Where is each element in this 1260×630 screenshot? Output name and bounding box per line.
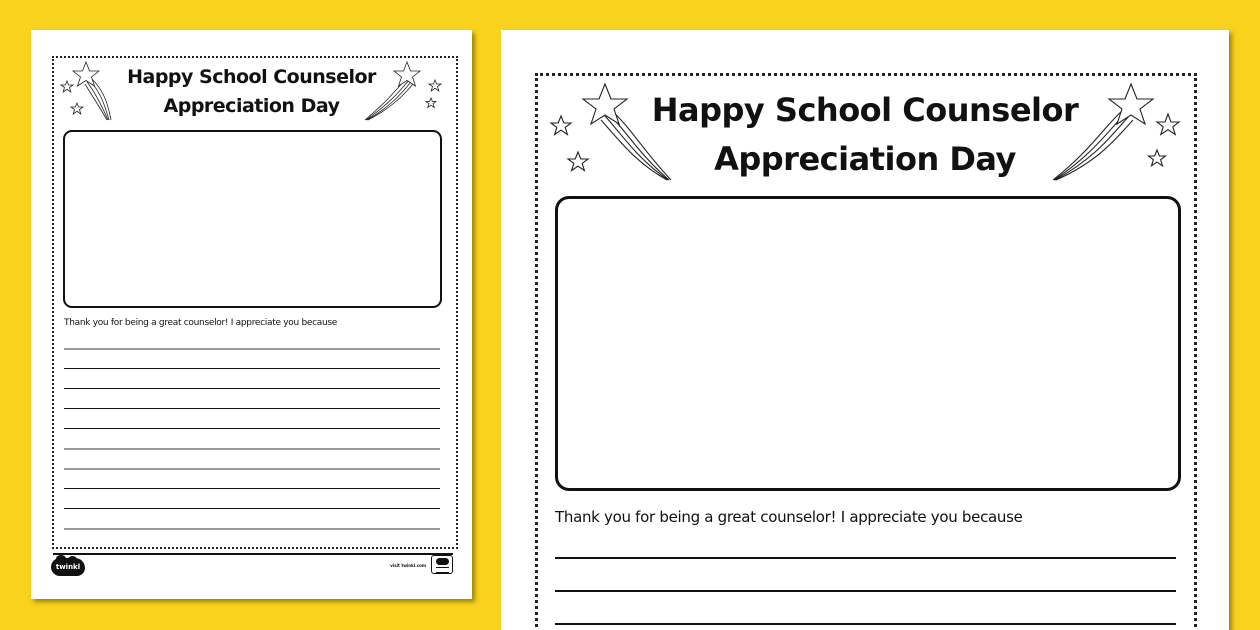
worksheet-thumbnail-page bbox=[31, 30, 472, 599]
writing-line bbox=[64, 428, 440, 429]
worksheet-title bbox=[501, 86, 1229, 184]
writing-line bbox=[64, 488, 440, 489]
writing-line bbox=[555, 623, 1176, 625]
title-line-1: Happy School Counselor bbox=[127, 66, 376, 88]
drawing-box bbox=[555, 196, 1181, 491]
footer-divider bbox=[53, 553, 453, 555]
worksheet-zoomed-page bbox=[501, 30, 1229, 630]
title-line-2: Appreciation Day bbox=[163, 95, 340, 117]
writing-line bbox=[64, 388, 440, 389]
writing-line bbox=[64, 408, 440, 409]
writing-line bbox=[64, 528, 440, 530]
writing-line bbox=[64, 368, 440, 369]
footer-url: visit twinkl.com bbox=[390, 563, 426, 568]
twinkl-logo bbox=[51, 558, 85, 576]
writing-line bbox=[64, 448, 440, 450]
writing-prompt: Thank you for being a great counselor! I appreciate you because bbox=[555, 508, 1023, 526]
writing-prompt: Thank you for being a great counselor! I appreciate you because bbox=[64, 318, 337, 328]
writing-line bbox=[64, 348, 440, 350]
twinkl-quality-badge-icon bbox=[431, 555, 453, 574]
twinkl-logo-text: twinkl bbox=[55, 563, 81, 571]
writing-line bbox=[64, 468, 440, 470]
title-line-2: Appreciation Day bbox=[714, 140, 1016, 178]
worksheet-title bbox=[31, 63, 472, 121]
writing-line bbox=[64, 508, 440, 509]
writing-line bbox=[555, 557, 1176, 559]
writing-line bbox=[555, 590, 1176, 592]
drawing-box bbox=[63, 130, 442, 308]
title-line-1: Happy School Counselor bbox=[651, 91, 1079, 129]
